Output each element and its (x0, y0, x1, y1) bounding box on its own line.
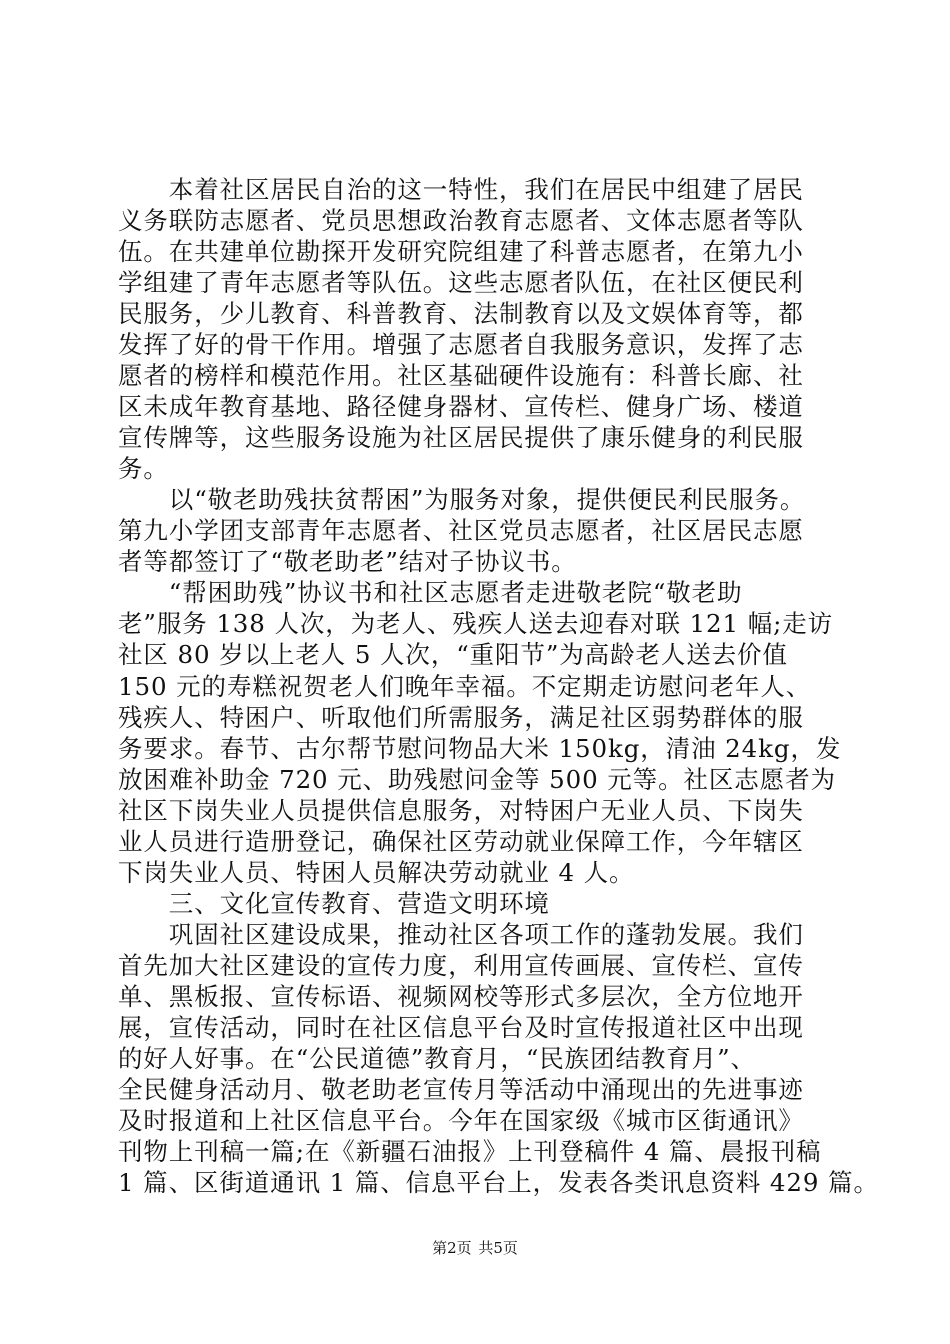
text-line: 务。 (118, 454, 169, 483)
text-line: 义务联防志愿者、党员思想政治教育志愿者、文体志愿者等队 (118, 206, 804, 235)
text-line: 老”服务 138 人次，为老人、残疾人送去迎春对联 121 幅;走访 (118, 609, 834, 638)
text-line: 伍。在共建单位勘探开发研究院组建了科普志愿者，在第九小 (118, 237, 804, 266)
text-line: 第九小学团支部青年志愿者、社区党员志愿者，社区居民志愿 (118, 516, 804, 545)
text-line: 民服务，少儿教育、科普教育、法制教育以及文娱体育等，都 (118, 299, 804, 328)
text-line: 务要求。春节、古尔帮节慰问物品大米 150kg，清油 24kg，发 (118, 734, 842, 763)
text-line: 区未成年教育基地、路径健身器材、宣传栏、健身广场、楼道 (118, 392, 804, 421)
text-line: 放困难补助金 720 元、助残慰问金等 500 元等。社区志愿者为 (118, 765, 836, 794)
text-line: 以“敬老助残扶贫帮困”为服务对象，提供便民利民服务。 (118, 485, 806, 514)
text-line: 社区 80 岁以上老人 5 人次，“重阳节”为高龄老人送去价值 (118, 640, 788, 669)
text-line: 业人员进行造册登记，确保社区劳动就业保障工作，今年辖区 (118, 827, 804, 856)
page-footer (0, 1238, 950, 1258)
text-line: 学组建了青年志愿者等队伍。这些志愿者队伍，在社区便民利 (118, 268, 804, 297)
text-line: 本着社区居民自治的这一特性，我们在居民中组建了居民 (118, 175, 804, 204)
text-line: 展，宣传活动，同时在社区信息平台及时宣传报道社区中出现 (118, 1013, 804, 1042)
text-line: 残疾人、特困户、听取他们所需服务，满足社区弱势群体的服 (118, 703, 804, 732)
text-line: 的好人好事。在“公民道德”教育月，“民族团结教育月”、 (118, 1044, 756, 1073)
text-line: 宣传牌等，这些服务设施为社区居民提供了康乐健身的利民服 (118, 423, 804, 452)
page-total: 共5页 (478, 1239, 518, 1257)
text-line: 及时报道和上社区信息平台。今年在国家级《城市区街通讯》 (118, 1106, 804, 1135)
section-heading: 三、文化宣传教育、营造文明环境 (118, 889, 550, 918)
text-line: 愿者的榜样和模范作用。社区基础硬件设施有：科普长廊、社 (118, 361, 804, 390)
text-line: 巩固社区建设成果，推动社区各项工作的蓬勃发展。我们 (118, 920, 804, 949)
text-line: 社区下岗失业人员提供信息服务，对特困户无业人员、下岗失 (118, 796, 804, 825)
page-number: 第2页 (432, 1239, 472, 1257)
text-line: 1 篇、区街道通讯 1 篇、信息平台上，发表各类讯息资料 429 篇。 (118, 1168, 879, 1197)
text-line: 者等都签订了“敬老助老”结对子协议书。 (118, 547, 577, 576)
text-line: 发挥了好的骨干作用。增强了志愿者自我服务意识，发挥了志 (118, 330, 804, 359)
text-line: 下岗失业人员、特困人员解决劳动就业 4 人。 (118, 858, 635, 887)
text-line: 刊物上刊稿一篇;在《新疆石油报》上刊登稿件 4 篇、晨报刊稿 (118, 1137, 822, 1166)
text-line: 全民健身活动月、敬老助老宣传月等活动中涌现出的先进事迹 (118, 1075, 804, 1104)
text-line: “帮困助残”协议书和社区志愿者走进敬老院“敬老助 (118, 578, 743, 607)
text-line: 首先加大社区建设的宣传力度，利用宣传画展、宣传栏、宣传 (118, 951, 804, 980)
text-line: 150 元的寿糕祝贺老人们晚年幸福。不定期走访慰问老年人、 (118, 672, 812, 701)
text-line: 单、黑板报、宣传标语、视频网校等形式多层次，全方位地开 (118, 982, 804, 1011)
